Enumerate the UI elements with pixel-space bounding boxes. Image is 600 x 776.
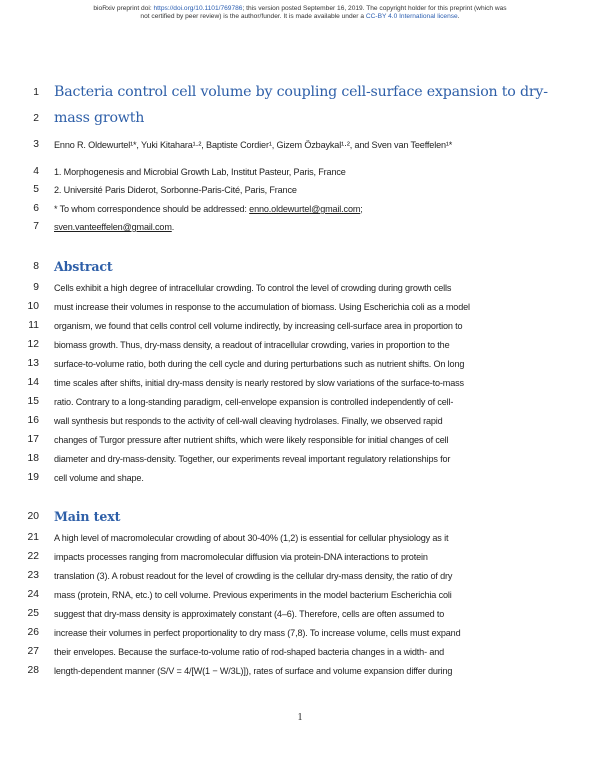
abstract-line: wall synthesis but responds to the activity of cell-wall cleaving hydrolases. Finally, we observed rapid xyxy=(54,416,443,426)
correspondence-line-2 xyxy=(54,222,548,232)
line-number: 6 xyxy=(33,203,39,214)
main-text-line: translation (3). A robust readout for the level of crowding is the cellular dry-mass density, the ratio of dry xyxy=(54,571,453,581)
header-text-d: . xyxy=(457,13,460,21)
abstract-line: surface-to-volume ratio, both during the cell cycle and during perturbations such as nutrient shifts. On long xyxy=(54,359,465,369)
line-number: 5 xyxy=(33,184,39,195)
abstract-line: cell volume and shape. xyxy=(54,473,144,483)
abstract-line: Cells exhibit a high degree of intracellular crowding. To control the level of crowding during growth cells xyxy=(54,283,452,293)
paper-title-line-1: Bacteria control cell volume by coupling cell-surface expansion to dry- xyxy=(54,84,548,100)
line-number: 14 xyxy=(27,377,39,388)
line-number: 19 xyxy=(27,472,39,483)
main-text-heading: Main text xyxy=(54,509,121,524)
abstract-line: biomass growth. Thus, dry-mass density, a readout of intracellular crowding, varies in proportion to the xyxy=(54,340,450,350)
doi-link[interactable]: https://doi.org/10.1101/769786 xyxy=(153,5,243,12)
line-number: 28 xyxy=(27,665,39,676)
affiliation-1: 1. Morphogenesis and Microbial Growth Lab, Institut Pasteur, Paris, France xyxy=(54,167,346,177)
line-number: 23 xyxy=(27,570,39,581)
line-number: 17 xyxy=(27,434,39,445)
line-number: 26 xyxy=(27,627,39,638)
correspondence-line xyxy=(54,204,548,214)
line-number: 4 xyxy=(33,166,39,177)
line-number: 16 xyxy=(27,415,39,426)
line-number: 9 xyxy=(33,282,39,293)
line-number: 3 xyxy=(33,139,39,150)
abstract-line: must increase their volumes in response to the accumulation of biomass. Using Escherichia coli as a model xyxy=(54,302,470,312)
line-number: 8 xyxy=(33,261,39,272)
main-text-line: their envelopes. Because the surface-to-volume ratio of rod-shaped bacteria changes in a width- and xyxy=(54,647,445,657)
line-number: 27 xyxy=(27,646,39,657)
preprint-header xyxy=(0,5,600,22)
line-number: 2 xyxy=(33,113,39,124)
line-number: 21 xyxy=(27,532,39,543)
abstract-line: diameter and dry-mass-density. Together, our experiments reveal important regulatory relationships for xyxy=(54,454,451,464)
license-link[interactable]: CC-BY 4.0 International license xyxy=(365,13,458,21)
correspondence-end: . xyxy=(171,222,175,232)
abstract-line: changes of Turgor pressure after nutrient shifts, which were likely responsible for initial changes of cell xyxy=(54,435,449,445)
header-line-2 xyxy=(0,13,600,21)
line-number: 10 xyxy=(27,301,39,312)
line-number: 22 xyxy=(27,551,39,562)
abstract-line: time scales after shifts, initial dry-mass density is nearly restored by slow variations of the surface-to-mass xyxy=(54,378,464,388)
email-link-2[interactable]: sven.vanteeffelen@gmail.com xyxy=(54,222,172,232)
line-number: 11 xyxy=(28,320,39,331)
main-text-line: mass (protein, RNA, etc.) to cell volume. Previous experiments in the model bacterium Escherichia coli xyxy=(54,590,452,600)
header-text-a: bioRxiv preprint doi: xyxy=(93,5,154,12)
main-text-line: suggest that dry-mass density is approximately constant (4–6). Therefore, cells are often assumed to xyxy=(54,609,445,619)
correspondence-sep: ; xyxy=(360,204,363,214)
main-text-line: impacts processes ranging from macromolecular diffusion via protein-DNA interactions to protein xyxy=(54,552,428,562)
main-text-line: increase their volumes in perfect proportionality to dry mass (7,8). To increase volume, cells must expand xyxy=(54,628,461,638)
header-text-b: ; this version posted September 16, 2019. The copyright holder for this preprint (which was xyxy=(242,5,507,12)
email-link-1[interactable]: enno.oldewurtel@gmail.com xyxy=(249,204,361,214)
line-number: 24 xyxy=(27,589,39,600)
correspondence-prefix: * To whom correspondence should be addressed: xyxy=(54,204,250,214)
line-number: 20 xyxy=(27,511,39,522)
line-number: 13 xyxy=(27,358,39,369)
main-text-line: A high level of macromolecular crowding of about 30-40% (1,2) is essential for cellular physiology as it xyxy=(54,533,449,543)
abstract-line: ratio. Contrary to a long-standing paradigm, cell-envelope expansion is controlled independently of cell- xyxy=(54,397,454,407)
abstract-heading: Abstract xyxy=(54,259,113,274)
header-text-c: not certified by peer review) is the author/funder. It is made available under a xyxy=(140,13,366,21)
paper-title-line-2: mass growth xyxy=(54,110,145,126)
affiliation-2: 2. Université Paris Diderot, Sorbonne-Paris-Cité, Paris, France xyxy=(54,185,297,195)
page-number: 1 xyxy=(297,712,303,723)
line-number: 12 xyxy=(27,339,39,350)
main-text-line: length-dependent manner (S/V = 4/[W(1 − W/3L)]), rates of surface and volume expansion differ during xyxy=(54,666,453,676)
line-number: 18 xyxy=(27,453,39,464)
line-number: 7 xyxy=(33,221,39,232)
line-number: 1 xyxy=(33,87,39,98)
header-line-1 xyxy=(0,5,600,13)
abstract-line: organism, we found that cells control cell volume indirectly, by increasing cell-surface area in proportion to xyxy=(54,321,463,331)
line-number: 15 xyxy=(27,396,39,407)
author-list: Enno R. Oldewurtel¹*, Yuki Kitahara¹·², Baptiste Cordier¹, Gizem Özbaykal¹·², and Sven van Teeffelen¹* xyxy=(54,140,453,150)
line-number: 25 xyxy=(27,608,39,619)
